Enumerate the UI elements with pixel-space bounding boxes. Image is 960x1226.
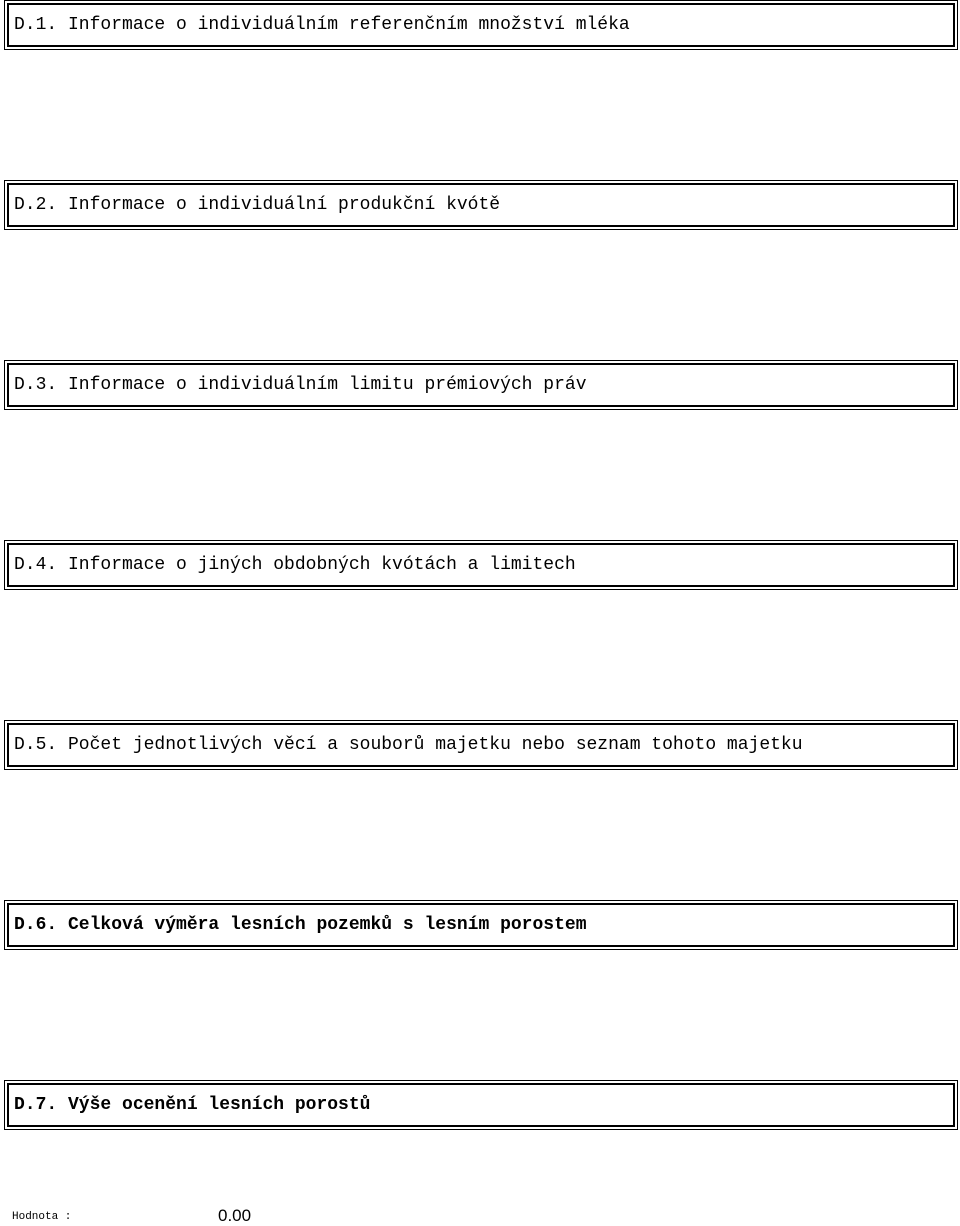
section-d1 <box>4 0 958 50</box>
section-d2-title: D.2. Informace o individuální produkční kvótě <box>14 195 501 215</box>
section-d2 <box>4 180 958 230</box>
section-d3-title: D.3. Informace o individuálním limitu prémiových práv <box>14 375 587 395</box>
section-d4-title: D.4. Informace o jiných obdobných kvótách a limitech <box>14 555 576 575</box>
section-d5 <box>4 720 958 770</box>
section-d6-frame <box>7 903 955 947</box>
section-d7-frame <box>7 1083 955 1127</box>
section-d7-title: D.7. Výše ocenění lesních porostů <box>14 1095 371 1115</box>
value-label: Hodnota : <box>12 1211 72 1223</box>
section-d5-title: D.5. Počet jednotlivých věcí a souborů majetku nebo seznam tohoto majetku <box>14 735 803 755</box>
value-row <box>0 1200 960 1223</box>
section-d3-frame <box>7 363 955 407</box>
section-d2-frame <box>7 183 955 227</box>
section-d6-title: D.6. Celková výměra lesních pozemků s lesním porostem <box>14 915 587 935</box>
value-amount: 0.00 <box>218 1206 252 1225</box>
section-d3 <box>4 360 958 410</box>
section-d4 <box>4 540 958 590</box>
section-d1-frame <box>7 3 955 47</box>
section-d7 <box>4 1080 958 1130</box>
section-d5-frame <box>7 723 955 767</box>
section-d4-frame <box>7 543 955 587</box>
section-d1-title: D.1. Informace o individuálním referenčním množství mléka <box>14 15 630 35</box>
section-d6 <box>4 900 958 950</box>
